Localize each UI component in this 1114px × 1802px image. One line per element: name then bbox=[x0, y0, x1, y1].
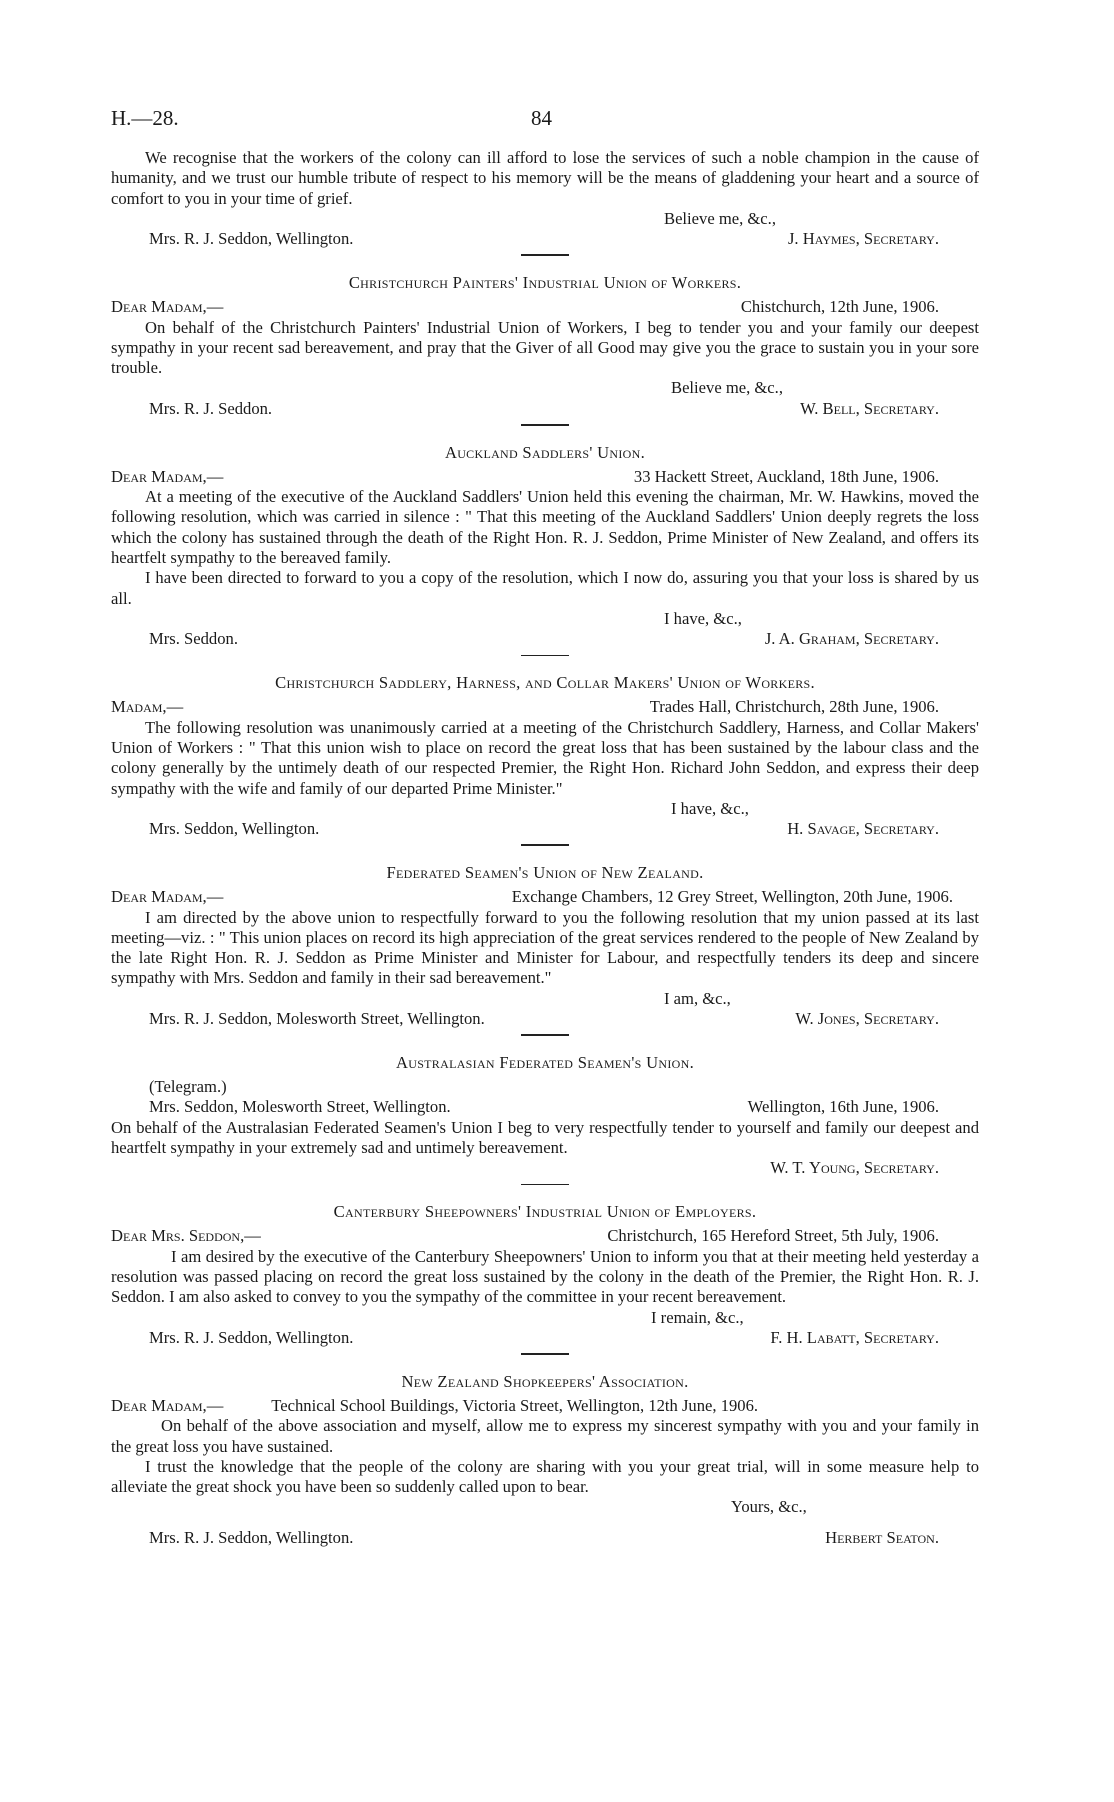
letter-title: Christchurch Painters' Industrial Union of Workers. bbox=[348, 272, 742, 292]
letter-addressee: Mrs. R. J. Seddon. bbox=[149, 398, 273, 418]
letter-body-continued: I have been directed to forward to you a copy of the resolution, which I now do, assuring you that your loss is shared by us all. bbox=[111, 568, 979, 608]
sender-address: Christchurch, 165 Hereford Street, 5th July, 1906. bbox=[607, 1226, 939, 1246]
salutation-row bbox=[111, 1396, 979, 1416]
signature-row bbox=[111, 819, 979, 839]
letter-closing: Yours, &c., bbox=[731, 1497, 807, 1517]
letter-saddlery-harness bbox=[111, 673, 979, 846]
letter-addressee: Mrs. Seddon. bbox=[149, 629, 238, 649]
letter-canterbury-sheepowners bbox=[111, 1202, 979, 1355]
signature-row bbox=[111, 229, 979, 249]
salutation: Dear Madam,— bbox=[111, 1395, 224, 1415]
sender-address: Wellington, 16th June, 1906. bbox=[747, 1097, 939, 1117]
letter-closing: Believe me, &c., bbox=[671, 378, 783, 398]
salutation: Dear Madam,— bbox=[111, 297, 224, 317]
letter-title: Australasian Federated Seamen's Union. bbox=[395, 1052, 695, 1072]
section-divider bbox=[521, 655, 569, 657]
letter-addressee: Mrs. Seddon, Wellington. bbox=[149, 819, 320, 839]
letter-signature: F. H. Labatt, Secretary. bbox=[770, 1327, 939, 1347]
letter-body: On behalf of the above association and myself, allow me to express my sincerest sympathy with you and your family in the great loss you have sustained. bbox=[111, 1416, 979, 1456]
section-divider bbox=[521, 1353, 569, 1355]
letter-addressee: Mrs. R. J. Seddon, Wellington. bbox=[149, 1327, 354, 1347]
signature-row bbox=[111, 399, 979, 419]
letter-body-continued: I trust the knowledge that the people of the colony are sharing with you your great trial, will in some measure help to alleviate the great shock you have been so suddenly called upon to bear. bbox=[111, 1456, 979, 1497]
letter-painters-union bbox=[111, 273, 979, 426]
salutation-row bbox=[111, 697, 979, 717]
page-number: 84 bbox=[531, 106, 552, 130]
sender-address: Trades Hall, Christchurch, 28th June, 1906. bbox=[649, 697, 939, 717]
signature-row bbox=[111, 629, 979, 649]
sender-address: Exchange Chambers, 12 Grey Street, Wellington, 20th June, 1906. bbox=[511, 887, 953, 907]
letter-addressee: Mrs. R. J. Seddon, Wellington. bbox=[149, 1527, 354, 1547]
salutation: Dear Mrs. Seddon,— bbox=[111, 1226, 261, 1246]
document-page bbox=[111, 108, 979, 1548]
salutation: Dear Madam,— bbox=[111, 466, 224, 486]
letter-closing: I remain, &c., bbox=[651, 1307, 744, 1327]
letter-addressee: Mrs. Seddon, Molesworth Street, Wellington. bbox=[149, 1097, 451, 1117]
letter-closing: I have, &c., bbox=[671, 798, 749, 818]
salutation-row bbox=[111, 887, 979, 907]
letter-shopkeepers-association bbox=[111, 1372, 979, 1548]
letter-signature: W. Jones, Secretary. bbox=[795, 1008, 939, 1028]
section-divider bbox=[521, 844, 569, 846]
letter-title: Federated Seamen's Union of New Zealand. bbox=[386, 862, 704, 882]
section-divider bbox=[521, 254, 569, 256]
salutation: Dear Madam,— bbox=[111, 887, 224, 907]
salutation-row bbox=[111, 297, 979, 317]
letter-signature: Herbert Seaton. bbox=[825, 1527, 939, 1547]
sender-address: Technical School Buildings, Victoria Street, Wellington, 12th June, 1906. bbox=[271, 1395, 759, 1415]
letter-continued bbox=[111, 148, 979, 256]
letter-signature: J. Haymes, Secretary. bbox=[787, 229, 939, 249]
letter-body: On behalf of the Australasian Federated Seamen's Union I beg to very respectfully tender to yourself and family our deepest and heartfelt sympathy in your extremely sad and untimely bereavement. bbox=[111, 1117, 979, 1157]
letter-body: We recognise that the workers of the colony can ill afford to lose the services of such a noble champion in the cause of humanity, and we trust our humble tribute of respect to his memory will be the means of gladdening your heart and a source of comfort to you in your time of grief. bbox=[111, 148, 979, 208]
letter-title: Christchurch Saddlery, Harness, and Collar Makers' Union of Workers. bbox=[275, 673, 815, 693]
letter-body: On behalf of the Christchurch Painters' Industrial Union of Workers, I beg to tender you and your family our deepest sympathy in your recent sad bereavement, and pray that the Giver of all Good may give you the grace to sustain you in your sore trouble. bbox=[111, 317, 979, 378]
letter-auckland-saddlers bbox=[111, 443, 979, 656]
salutation: Madam,— bbox=[111, 697, 184, 717]
letter-federated-seamen bbox=[111, 863, 979, 1036]
letter-body: At a meeting of the executive of the Auckland Saddlers' Union held this evening the chairman, Mr. W. Hawkins, moved the following resolution, which was carried in silence : " That this meeting of the Auckland Saddlers' Union deeply regrets the loss which the colony has sustained through the death of the Right Hon. R. J. Seddon, Prime Minister of New Zealand, and offers its heartfelt sympathy to the bereaved family. bbox=[111, 487, 979, 568]
section-divider bbox=[521, 1184, 569, 1186]
section-divider bbox=[521, 1034, 569, 1036]
telegram-header-row bbox=[111, 1097, 979, 1117]
letter-addressee: Mrs. R. J. Seddon, Molesworth Street, Wellington. bbox=[149, 1008, 485, 1028]
letter-closing: I am, &c., bbox=[664, 988, 731, 1008]
signature-row bbox=[111, 1009, 979, 1029]
salutation-row bbox=[111, 1226, 979, 1246]
sender-address: 33 Hackett Street, Auckland, 18th June, 1906. bbox=[633, 466, 939, 486]
letter-body: The following resolution was unanimously carried at a meeting of the Christchurch Saddlery, Harness, and Collar Makers' Union of Workers : " That this union wish to place on record the great loss that has been sustained by the labour class and the colony generally by the untimely death of our respected Premier, the Right Hon. Richard John Seddon, and express their deep sympathy with the wife and family of our departed Prime Minister." bbox=[111, 717, 979, 798]
letter-addressee: Mrs. R. J. Seddon, Wellington. bbox=[149, 229, 354, 249]
signature-row bbox=[111, 1528, 979, 1548]
letter-signature: W. T. Young, Secretary. bbox=[770, 1158, 939, 1178]
letter-closing: I have, &c., bbox=[664, 608, 742, 628]
letter-title: Canterbury Sheepowners' Industrial Union of Employers. bbox=[333, 1202, 757, 1222]
letter-signature: W. Bell, Secretary. bbox=[800, 398, 939, 418]
letter-australasian-seamen bbox=[111, 1053, 979, 1185]
document-code: H.—28. bbox=[111, 106, 179, 130]
letter-closing: Believe me, &c., bbox=[664, 208, 776, 228]
letter-title: New Zealand Shopkeepers' Association. bbox=[401, 1371, 689, 1391]
letter-title: Auckland Saddlers' Union. bbox=[444, 442, 646, 462]
letter-body: I am desired by the executive of the Canterbury Sheepowners' Union to inform you that at their meeting held yesterday a resolution was passed placing on record the great loss sustained by the colony in the death of the Premier, the Right Hon. R. J. Seddon. I am also asked to convey to you the sympathy of the committee in your recent bereavement. bbox=[111, 1246, 979, 1307]
sender-address: Chistchurch, 12th June, 1906. bbox=[740, 297, 939, 317]
letter-signature: J. A. Graham, Secretary. bbox=[764, 629, 939, 649]
telegram-note: (Telegram.) bbox=[149, 1077, 227, 1097]
page-header bbox=[111, 108, 979, 148]
salutation-row bbox=[111, 467, 979, 487]
letter-signature: H. Savage, Secretary. bbox=[787, 819, 939, 839]
signature-row bbox=[111, 1328, 979, 1348]
letter-body: I am directed by the above union to respectfully forward to you the following resolution that my union passed at its last meeting—viz. : " This union places on record its high appreciation of the great services rendered to the people of New Zealand by the late Right Hon. R. J. Seddon as Prime Minister and Minister for Labour, and respectfully tenders its deep and sincere sympathy with Mrs. Seddon and family in their sad bereavement." bbox=[111, 907, 979, 988]
section-divider bbox=[521, 424, 569, 426]
